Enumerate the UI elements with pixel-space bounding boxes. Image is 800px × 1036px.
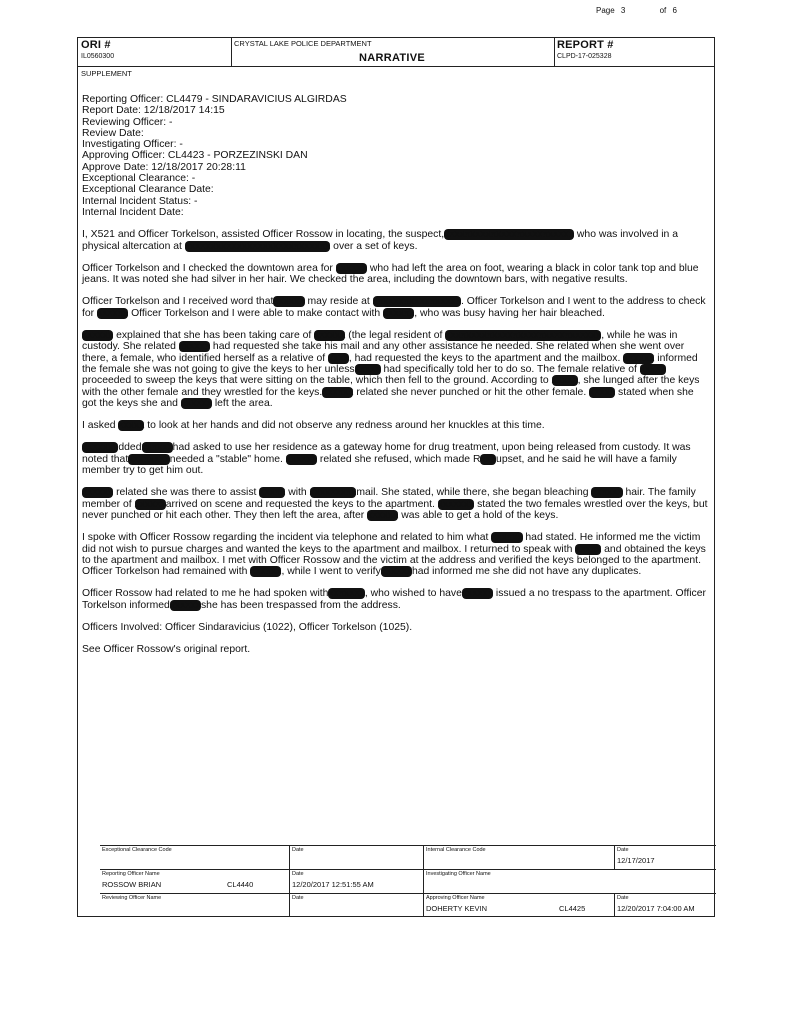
text: , she lunged after the keys with the other female and they wrestled for the keys. xyxy=(82,375,700,398)
text: dded xyxy=(118,442,142,454)
narrative-paragraph xyxy=(82,487,710,521)
redaction: xxxxxx xyxy=(367,509,399,521)
redaction: xxxxxxxx xyxy=(128,453,170,465)
approval-row xyxy=(100,846,716,870)
text: stated when she got the keys she and xyxy=(82,386,694,409)
text: , who wished to have xyxy=(364,588,462,600)
text: she has been trespassed from the address. xyxy=(200,599,401,611)
text: , who was busy having her hair bleached. xyxy=(414,307,605,319)
redaction: xxxxxx xyxy=(380,566,412,578)
text: I, X521 and Officer Torkelson, assisted Officer Rossow in locating, the suspect, xyxy=(82,229,445,241)
redaction: xxxxx xyxy=(259,487,286,499)
text: related she was there to assist xyxy=(116,487,257,499)
redaction: xxxxxxx xyxy=(328,588,365,600)
date-cell xyxy=(289,846,423,869)
page-num: 3 xyxy=(620,6,626,15)
report-value: CLPD-17-025328 xyxy=(557,53,612,60)
text: stated the two females wrestled over the keys, but never punched or hit each other. They then left the area, after xyxy=(82,498,708,521)
field-label: Approving Officer Name xyxy=(426,895,485,901)
redaction: xxxxxx xyxy=(461,588,494,600)
report-form xyxy=(77,37,715,917)
narrative-paragraph: See Officer Rossow's original report. xyxy=(82,644,251,656)
meta-line: Reporting Officer: CL4479 - SINDARAVICIUS ALGIRDAS xyxy=(82,94,347,105)
field-label: Date xyxy=(617,847,629,853)
text: issued a no trespass to the apartment. Officer Torkelson informed xyxy=(82,588,706,611)
redaction: xxxxx xyxy=(354,363,381,375)
ori-value: IL0560300 xyxy=(81,53,115,60)
text: had stated. He informed me the victim did not wish to pursue charges and wanted the keys to the apartment and mailbox. I returned to speak with xyxy=(82,532,701,555)
redaction: xxxxxx xyxy=(322,386,354,398)
page-label: Page xyxy=(596,6,615,15)
narrative-paragraph xyxy=(82,229,710,252)
narrative-paragraph xyxy=(82,420,710,431)
review-date-cell xyxy=(289,894,423,917)
meta-line: Approving Officer: CL4423 - PORZEZINSKI DAN xyxy=(82,150,308,162)
redaction: xxxxxx xyxy=(250,566,282,578)
approval-row xyxy=(100,870,716,894)
field-value: CL4425 xyxy=(559,904,586,913)
redaction: xxxxxx xyxy=(623,352,655,364)
text: proceeded to sweep the keys that were sitting on the table, which then fell to the ground. According to xyxy=(82,375,549,387)
approve-date-cell xyxy=(614,894,716,917)
redaction: xxxxxx xyxy=(491,532,523,544)
redaction: xxxxxx xyxy=(178,341,211,353)
field-label: Exceptional Clearance Code xyxy=(102,847,172,853)
meta-line: Approve Date: 12/18/2017 20:28:11 xyxy=(82,161,246,173)
text: I asked xyxy=(82,420,116,432)
page-total: 6 xyxy=(672,6,677,15)
meta-line: Internal Incident Status: - xyxy=(82,195,198,207)
internal-date-cell xyxy=(614,846,716,869)
text: had requested she take his mail and any other assistance he needed. She related when she went over there, a female, who identified herself as a relative of xyxy=(82,341,685,364)
text: was able to get a hold of the keys. xyxy=(401,509,559,521)
narrative-paragraph xyxy=(82,263,710,286)
field-value: DOHERTY KEVIN xyxy=(426,904,487,913)
text: to look at her hands and did not observe any redness around her knuckles at this time. xyxy=(147,420,545,432)
text: hair. The family member of xyxy=(82,487,696,510)
narrative-title: NARRATIVE xyxy=(359,52,426,64)
redaction: xxxxxx xyxy=(169,599,201,611)
redaction: xxxxx xyxy=(639,363,666,375)
field-value: CL4440 xyxy=(227,880,254,889)
field-label: Date xyxy=(292,847,304,853)
redaction: xxxx xyxy=(328,352,349,364)
redaction: xxxxx xyxy=(589,386,616,398)
field-label: Date xyxy=(292,895,304,901)
exceptional-clearance-code-cell xyxy=(100,846,289,869)
ori-cell xyxy=(78,38,232,66)
field-label: Reporting Officer Name xyxy=(102,871,160,877)
report-header xyxy=(78,38,714,67)
redaction: xxxxxx xyxy=(97,307,129,319)
redaction: xxxxxxxxxxxxxxxxxxxxxxxxx xyxy=(444,229,575,241)
text: , while he was in custody. She related xyxy=(82,330,678,353)
page-number xyxy=(592,6,677,15)
narrative-paragraph xyxy=(82,442,710,476)
redaction: xxxxxx xyxy=(82,330,114,342)
narrative-paragraph xyxy=(82,330,710,409)
text: Officer Torkelson and I checked the downtown area for xyxy=(82,262,333,274)
meta-line: Investigating Officer: - xyxy=(82,139,183,151)
redaction: xxx xyxy=(480,453,497,465)
department-cell xyxy=(231,38,555,66)
meta-line: Review Date: xyxy=(82,127,144,139)
redaction: xxxxxxxxx xyxy=(309,487,357,499)
narrative-paragraph xyxy=(82,588,710,611)
field-value: 12/17/2017 xyxy=(617,856,655,865)
narrative-paragraph: Officers Involved: Officer Sindaravicius (1022), Officer Torkelson (1025). xyxy=(82,621,413,633)
redaction: xxxxxx xyxy=(383,307,415,319)
text: Officer Rossow had related to me he had spoken with xyxy=(82,588,329,600)
redaction: xxxxx xyxy=(118,420,145,432)
department-name: CRYSTAL LAKE POLICE DEPARTMENT xyxy=(234,39,372,48)
text: over a set of keys. xyxy=(333,240,418,252)
reporting-officer-cell xyxy=(100,870,289,893)
text: upset, and he said he will have a family member try to get him out. xyxy=(82,453,677,477)
text: (the legal resident of xyxy=(348,330,443,342)
field-label: Reviewing Officer Name xyxy=(102,895,162,901)
report-number-cell xyxy=(554,38,716,66)
redaction: xxxxxx xyxy=(134,498,166,510)
narrative-body xyxy=(82,94,710,656)
field-value: ROSSOW BRIAN xyxy=(102,880,162,889)
redaction: xxxxx xyxy=(551,375,578,387)
meta-line: Reviewing Officer: - xyxy=(82,116,173,128)
field-label: Date xyxy=(617,895,629,901)
internal-clearance-code-cell xyxy=(423,846,614,869)
meta-line: Exceptional Clearance: - xyxy=(82,173,196,185)
text: with xyxy=(288,487,307,499)
text: had asked to use her residence as a gateway home for drug treatment, upon being released from custody. It was noted that xyxy=(82,442,691,465)
investigating-officer-cell xyxy=(423,870,716,893)
text: left the area. xyxy=(214,397,273,409)
text: . Officer Torkelson and I went to the address to check for xyxy=(82,296,706,319)
redaction: xxxxxx xyxy=(335,262,367,274)
field-value: 12/20/2017 12:51:55 AM xyxy=(292,880,374,889)
field-label: Internal Clearance Code xyxy=(426,847,486,853)
redaction: xxxxxxx xyxy=(82,442,119,454)
text: who had left the area on foot, wearing a black in color tank top and blue jeans. It was noted she had silver in her hair. We checked the area, including the downtown bars, with negative results. xyxy=(82,262,699,286)
text: who was involved in a physical altercation at xyxy=(82,229,678,252)
redaction: xxxxxxxxxxxxxxxxxxxxxxxxxxxx xyxy=(184,240,331,252)
redaction: xxxxxx xyxy=(285,453,317,465)
redaction: xxxxxxxxxxxxxxxxxxxxxxxxxxxxxx xyxy=(445,330,602,342)
text: Officer Torkelson and I received word that xyxy=(82,296,274,308)
text: may reside at xyxy=(307,296,370,308)
meta-line: Internal Incident Date: xyxy=(82,206,184,218)
report-label: REPORT # xyxy=(557,39,614,51)
text: related she refused, which made xyxy=(319,453,471,465)
redaction: xxxxxx xyxy=(591,487,623,499)
redaction: xxxxxxxxxxxxxxxxx xyxy=(372,296,462,308)
narrative-paragraph xyxy=(82,296,710,319)
text: R xyxy=(472,453,481,465)
text: , while I went to verify xyxy=(281,566,381,578)
reviewing-officer-cell xyxy=(100,894,289,917)
text: informed the female she was not going to give the keys to her unless xyxy=(82,352,698,375)
redaction: xxxxxx xyxy=(141,442,173,454)
meta-line: Report Date: 12/18/2017 14:15 xyxy=(82,105,225,117)
text: , had requested the keys to the apartment and the mailbox. xyxy=(348,352,621,364)
text: had specifically told her to do so. The female relative of xyxy=(383,363,637,375)
text: mail. She stated, while there, she began bleaching xyxy=(356,487,589,499)
text: arrived on scene and requested the keys to the apartment. xyxy=(165,498,435,510)
redaction: xxxxxx xyxy=(314,330,346,342)
text: had informed me she did not have any duplicates. xyxy=(411,566,642,578)
text: explained that she has been taking care of xyxy=(116,330,312,342)
text: and obtained the keys to the apartment and mailbox. I met with Officer Rossow and the victim at the address and verified the keys belonged to the apartment. Officer Torkelson had remained with xyxy=(82,543,706,578)
redaction: xxxxx xyxy=(575,543,602,555)
redaction: xxxxxx xyxy=(180,397,212,409)
narrative-paragraph xyxy=(82,532,710,577)
redaction: xxxxxxx xyxy=(437,498,475,510)
field-value: 12/20/2017 7:04:00 AM xyxy=(617,904,695,913)
approving-officer-cell xyxy=(423,894,614,917)
text: Officer Torkelson and I were able to make contact with xyxy=(131,307,381,319)
text: needed a "stable" home. xyxy=(169,453,283,465)
approval-table xyxy=(100,845,716,917)
redaction: xxxxxx xyxy=(273,296,305,308)
meta-line: Exceptional Clearance Date: xyxy=(82,184,214,196)
text: related she never punched or hit the other female. xyxy=(356,386,587,398)
report-meta xyxy=(82,94,710,218)
reporting-date-cell xyxy=(289,870,423,893)
approval-row xyxy=(100,894,716,917)
redaction: xxxxxx xyxy=(82,487,114,499)
field-label: Investigating Officer Name xyxy=(426,871,491,877)
ori-label: ORI # xyxy=(81,39,111,51)
text: I spoke with Officer Rossow regarding the incident via telephone and related to him what xyxy=(82,532,489,544)
field-label: Date xyxy=(292,871,304,877)
page-of: of xyxy=(659,6,667,15)
supplement-label: SUPPLEMENT xyxy=(81,69,132,78)
